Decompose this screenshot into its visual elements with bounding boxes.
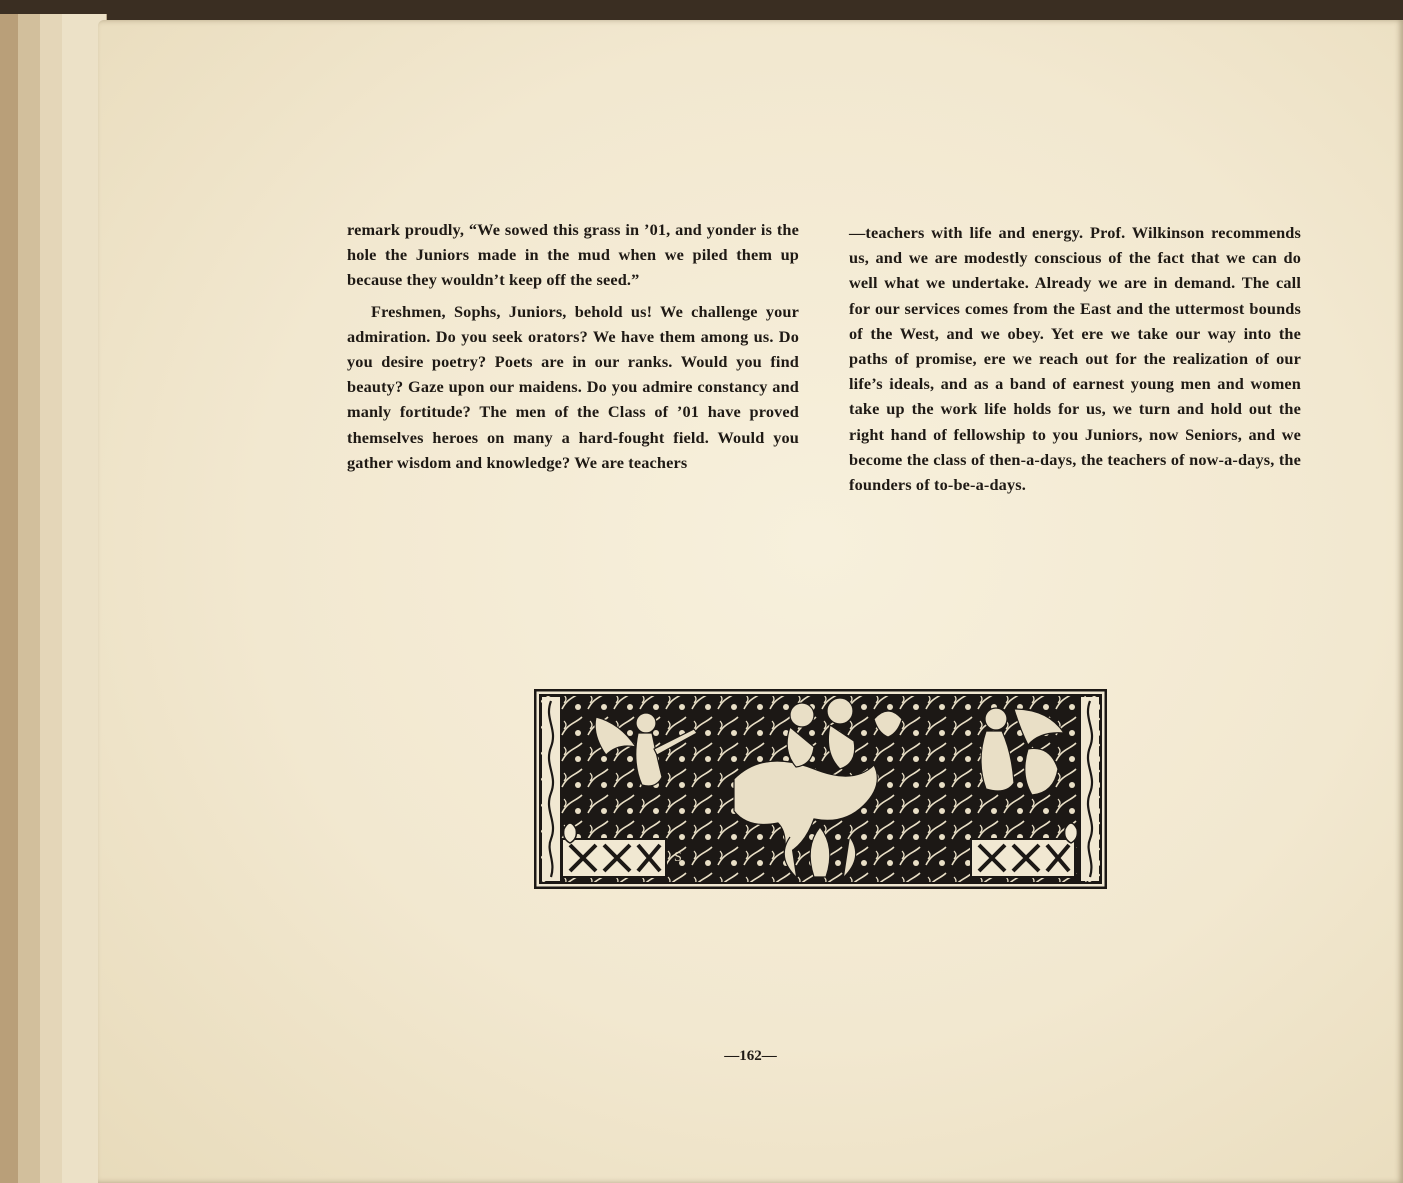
left-text-column xyxy=(347,217,799,475)
book-page xyxy=(98,20,1403,1183)
page-number: —162— xyxy=(724,1048,777,1064)
engraved-ornament-icon xyxy=(534,689,1107,889)
paragraph-3: —teachers with life and energy. Prof. Wilkinson recommends us, and we are modestly conscious of the fact that we can do well what we undertake. Already we are in demand. The call for our services comes from the East and the uttermost bounds of the West, and we obey. Yet ere we take our way into the paths of promise, ere we reach out for the realization of our life’s ideals, and as a band of earnest young men and women take up the work life holds for us, we turn and hold out the right hand of fellowship to you Juniors, now Seniors, and we become the class of then-a-days, the teachers of now-a-days, the founders of to-be-a-days. xyxy=(849,223,1301,495)
paragraph-2: Freshmen, Sophs, Juniors, behold us! We challenge your admiration. Do you seek orators? We have them among us. Do you desire poetry? Poets are in our ranks. Would you find beauty? Gaze upon our maidens. Do you admire constancy and manly fortitude? The men of the Class of ’01 have proved themselves heroes on many a hard-fought field. Would you gather wisdom and knowledge? We are teachers xyxy=(347,301,799,472)
right-text-column xyxy=(849,220,1301,497)
paragraph-1: remark proudly, “We sowed this grass in ’01, and yonder is the hole the Juniors made in the mud when we piled them up because they wouldn’t keep off the seed.” xyxy=(347,220,799,290)
svg-text:S: S xyxy=(674,850,682,865)
